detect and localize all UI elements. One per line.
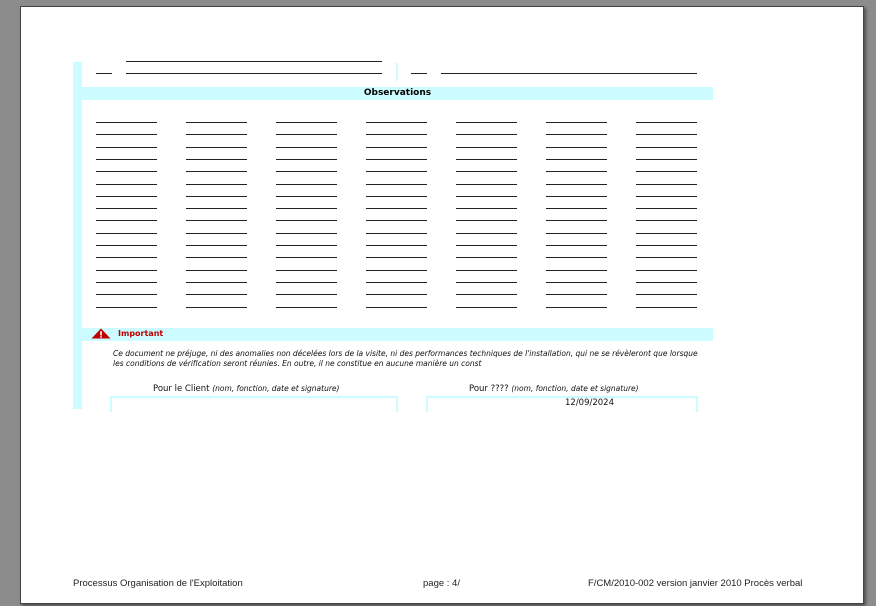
observation-line xyxy=(456,257,517,258)
provider-label: Pour ???? xyxy=(469,384,509,394)
observation-line xyxy=(96,196,157,197)
observation-line xyxy=(366,122,427,123)
disclaimer-text: Ce document ne préjuge, ni des anomalies non décelées lors de la visite, ni des performances techniques de l'installation, qui ne se révèleront que lorsque les conditions de vérification seront réunies. En outre, il ne constitue en aucune manière un const xyxy=(113,349,698,368)
observation-line xyxy=(366,208,427,209)
observation-line xyxy=(636,147,697,148)
observation-line xyxy=(546,171,607,172)
top-separator xyxy=(396,63,398,81)
observation-line xyxy=(276,159,337,160)
observation-line xyxy=(186,134,247,135)
top-line xyxy=(411,73,427,74)
observation-line xyxy=(186,196,247,197)
observation-line xyxy=(456,233,517,234)
observation-line xyxy=(546,147,607,148)
observation-line xyxy=(366,159,427,160)
observation-line xyxy=(186,208,247,209)
observation-line xyxy=(636,208,697,209)
observation-line xyxy=(366,184,427,185)
important-header xyxy=(82,328,713,341)
client-label: Pour le Client xyxy=(153,384,210,394)
observation-line xyxy=(456,307,517,308)
observation-line xyxy=(546,208,607,209)
observation-line xyxy=(186,220,247,221)
observation-line xyxy=(546,122,607,123)
observation-line xyxy=(456,171,517,172)
observation-line xyxy=(186,307,247,308)
observation-line xyxy=(186,184,247,185)
observation-line xyxy=(96,307,157,308)
observation-line xyxy=(546,233,607,234)
client-signature-box[interactable] xyxy=(110,396,398,412)
observation-line xyxy=(96,147,157,148)
client-signature-label xyxy=(153,384,339,394)
observation-line xyxy=(186,147,247,148)
top-line xyxy=(126,73,382,74)
observation-line xyxy=(96,184,157,185)
observation-line xyxy=(186,233,247,234)
observation-line xyxy=(636,245,697,246)
observation-line xyxy=(636,294,697,295)
signature-date: 12/09/2024 xyxy=(565,398,614,408)
observation-line xyxy=(456,282,517,283)
observation-line xyxy=(636,307,697,308)
observation-line xyxy=(366,307,427,308)
observation-line xyxy=(546,294,607,295)
observation-line xyxy=(636,270,697,271)
observation-line xyxy=(546,257,607,258)
observation-line xyxy=(96,220,157,221)
observation-line xyxy=(276,220,337,221)
footer-page-number: page : 4/ xyxy=(423,578,460,589)
document-page xyxy=(20,6,864,604)
warning-icon xyxy=(91,328,111,339)
observation-line xyxy=(456,208,517,209)
observation-line xyxy=(276,171,337,172)
observation-line xyxy=(636,159,697,160)
observation-line xyxy=(276,147,337,148)
observation-line xyxy=(456,159,517,160)
observation-line xyxy=(456,147,517,148)
observation-line xyxy=(636,122,697,123)
observation-line xyxy=(366,196,427,197)
observation-line xyxy=(456,196,517,197)
observation-line xyxy=(366,147,427,148)
observation-line xyxy=(276,208,337,209)
observation-line xyxy=(366,134,427,135)
observation-line xyxy=(276,270,337,271)
provider-signature-label xyxy=(469,384,639,394)
observation-line xyxy=(636,184,697,185)
observation-line xyxy=(366,220,427,221)
observation-line xyxy=(636,282,697,283)
observation-line xyxy=(96,233,157,234)
observation-line xyxy=(96,159,157,160)
observation-line xyxy=(546,270,607,271)
top-line xyxy=(126,61,382,62)
observation-line xyxy=(456,245,517,246)
footer-document-ref: F/CM/2010-002 version janvier 2010 Procès verbal xyxy=(588,578,803,589)
top-line xyxy=(441,73,697,74)
observation-line xyxy=(96,208,157,209)
footer-process: Processus Organisation de l'Exploitation xyxy=(73,578,243,589)
observation-line xyxy=(276,294,337,295)
observation-line xyxy=(366,245,427,246)
left-frame-band xyxy=(73,62,82,409)
observation-line xyxy=(546,134,607,135)
observations-title: Observations xyxy=(363,88,432,98)
observation-line xyxy=(186,122,247,123)
observation-line xyxy=(636,134,697,135)
observation-line xyxy=(546,307,607,308)
observation-line xyxy=(276,184,337,185)
observation-line xyxy=(186,294,247,295)
observation-line xyxy=(186,257,247,258)
observation-line xyxy=(636,233,697,234)
observation-line xyxy=(636,196,697,197)
observation-line xyxy=(366,171,427,172)
observation-line xyxy=(456,184,517,185)
observation-line xyxy=(276,307,337,308)
observation-line xyxy=(96,122,157,123)
observation-line xyxy=(276,196,337,197)
observation-line xyxy=(276,257,337,258)
observation-line xyxy=(276,282,337,283)
observation-line xyxy=(186,171,247,172)
observation-line xyxy=(276,122,337,123)
observation-line xyxy=(636,257,697,258)
observation-line xyxy=(96,245,157,246)
observation-line xyxy=(636,171,697,172)
observation-line xyxy=(96,134,157,135)
observation-line xyxy=(186,282,247,283)
observation-line xyxy=(186,245,247,246)
observation-line xyxy=(96,270,157,271)
observation-line xyxy=(456,122,517,123)
provider-label-detail: (nom, fonction, date et signature) xyxy=(511,384,639,393)
observation-line xyxy=(366,233,427,234)
observation-line xyxy=(366,294,427,295)
observation-line xyxy=(366,270,427,271)
client-label-detail: (nom, fonction, date et signature) xyxy=(212,384,340,393)
observation-line xyxy=(276,233,337,234)
observation-line xyxy=(186,159,247,160)
observation-line xyxy=(366,257,427,258)
observation-line xyxy=(456,134,517,135)
important-label: Important xyxy=(118,329,164,338)
observation-line xyxy=(366,282,427,283)
top-line xyxy=(96,73,112,74)
provider-signature-box[interactable] xyxy=(426,396,698,412)
observations-header xyxy=(82,87,713,100)
observation-line xyxy=(96,171,157,172)
observation-line xyxy=(276,134,337,135)
observation-line xyxy=(96,257,157,258)
observation-line xyxy=(546,196,607,197)
observation-line xyxy=(96,282,157,283)
observation-line xyxy=(546,282,607,283)
observation-line xyxy=(96,294,157,295)
observation-line xyxy=(276,245,337,246)
observation-line xyxy=(546,159,607,160)
observation-line xyxy=(546,245,607,246)
observation-line xyxy=(546,184,607,185)
observation-line xyxy=(546,220,607,221)
observation-line xyxy=(186,270,247,271)
observation-line xyxy=(456,294,517,295)
observation-line xyxy=(636,220,697,221)
observation-line xyxy=(456,270,517,271)
observation-line xyxy=(456,220,517,221)
